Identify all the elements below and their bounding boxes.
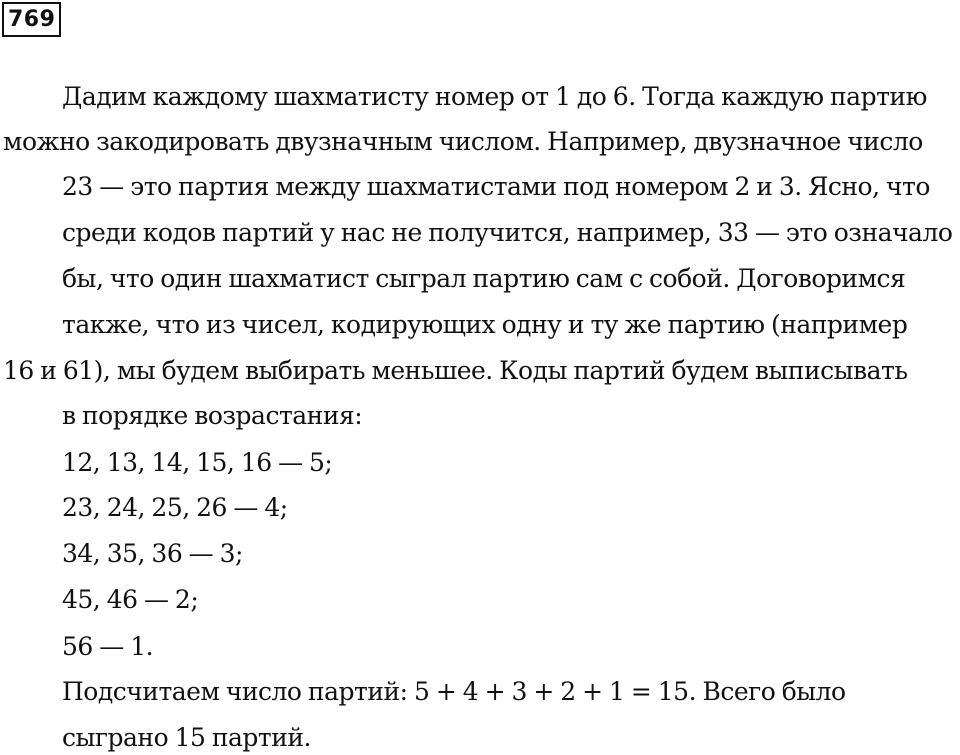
text-line: Дадим каждому шахматисту номер от 1 до 6. Тогда каждую партию xyxy=(62,82,927,111)
text-line: 45, 46 — 2; xyxy=(62,585,199,614)
text-line: также, что из чисел, кодирующих одну и ту же партию (например xyxy=(62,310,908,339)
text-line: 23 — это партия между шахматистами под номером 2 и 3. Ясно, что xyxy=(62,172,930,201)
text-line: 23, 24, 25, 26 — 4; xyxy=(62,493,288,522)
text-line: 34, 35, 36 — 3; xyxy=(62,539,243,568)
text-line: 12, 13, 14, 15, 16 — 5; xyxy=(62,448,333,477)
text-line: 16 и 61), мы будем выбирать меньшее. Коды партий будем выписывать xyxy=(3,356,908,385)
text-line: 56 — 1. xyxy=(62,632,154,661)
text-line: можно закодировать двузначным числом. Например, двузначное число xyxy=(3,127,923,156)
text-line: Подсчитаем число партий: 5 + 4 + 3 + 2 + 1 = 15. Всего было xyxy=(62,677,846,706)
problem-number: 769 xyxy=(2,2,61,37)
text-line: сыграно 15 партий. xyxy=(62,723,311,752)
text-line: среди кодов партий у нас не получится, например, 33 — это означало xyxy=(62,218,953,247)
text-line: бы, что один шахматист сыграл партию сам с собой. Договоримся xyxy=(62,264,906,293)
text-line: в порядке возрастания: xyxy=(62,401,363,430)
